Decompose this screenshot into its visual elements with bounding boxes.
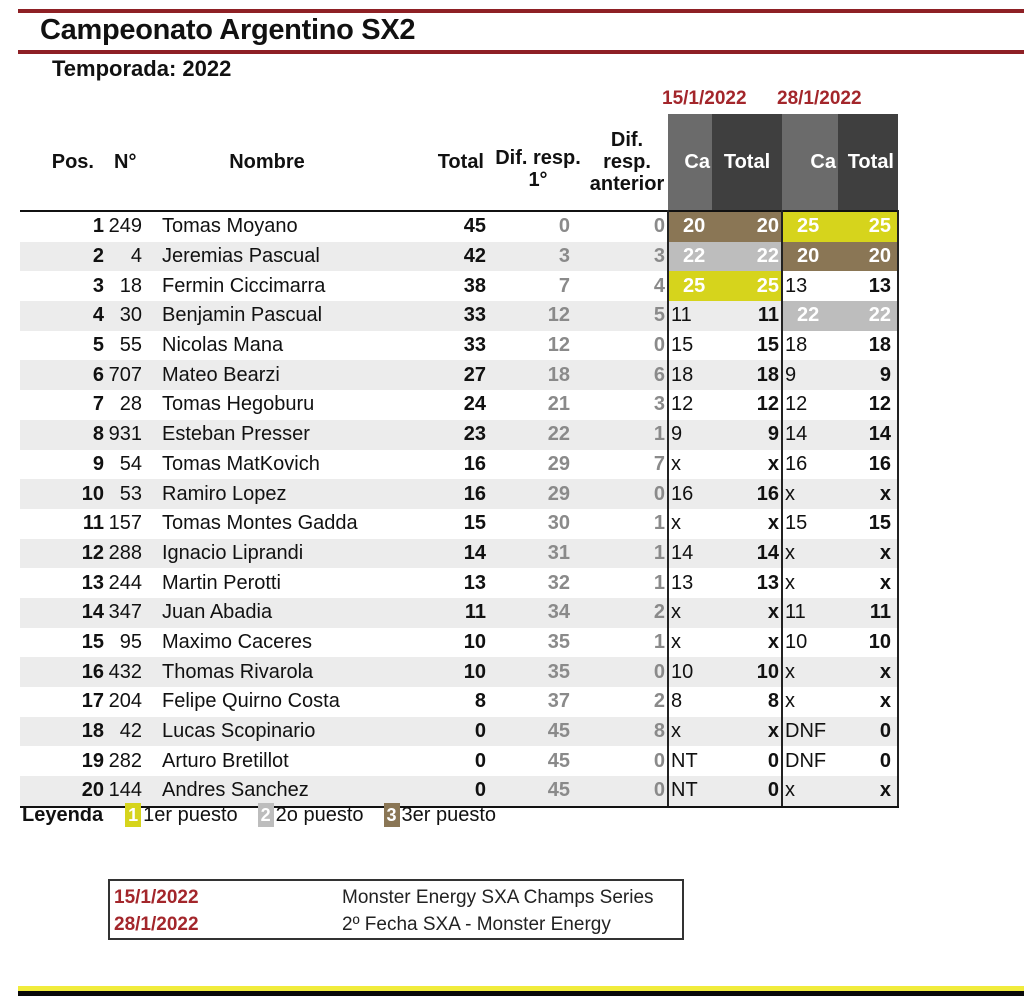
race1-ca-points: x xyxy=(668,509,712,539)
diff-to-first: 0 xyxy=(490,211,586,242)
rider-total-points: 0 xyxy=(392,717,490,747)
race2-total-points: 15 xyxy=(838,509,898,539)
race2-total-points: 20 xyxy=(838,242,898,272)
rider-number: 54 xyxy=(104,450,142,480)
table-row xyxy=(20,479,898,509)
race1-total-points: x xyxy=(712,509,782,539)
diff-to-first: 34 xyxy=(490,598,586,628)
table-row xyxy=(20,657,898,687)
rider-position: 13 xyxy=(20,568,104,598)
table-row xyxy=(20,568,898,598)
legend-label-second: 2o puesto xyxy=(275,803,364,826)
rider-name: Tomas Hegoburu xyxy=(142,390,392,420)
rider-name: Thomas Rivarola xyxy=(142,657,392,687)
diff-to-previous: 0 xyxy=(586,331,668,361)
diff-to-previous: 2 xyxy=(586,598,668,628)
diff-to-first: 45 xyxy=(490,776,586,807)
col-header-race2-total: Total xyxy=(838,114,898,211)
rider-total-points: 11 xyxy=(392,598,490,628)
race2-ca-points: 12 xyxy=(782,390,838,420)
race1-ca-points: 15 xyxy=(668,331,712,361)
first-place-badge: 1 xyxy=(125,803,141,827)
race1-ca-points: 10 xyxy=(668,657,712,687)
rider-position: 20 xyxy=(20,776,104,807)
diff-to-first: 7 xyxy=(490,271,586,301)
col-header-total: Total xyxy=(437,151,484,173)
race2-ca-points: DNF xyxy=(782,717,838,747)
race1-total-points: 0 xyxy=(712,776,782,807)
table-row xyxy=(20,509,898,539)
race2-ca-points: 9 xyxy=(782,360,838,390)
rider-name: Juan Abadia xyxy=(142,598,392,628)
rider-name: Tomas Montes Gadda xyxy=(142,509,392,539)
diff-to-previous: 4 xyxy=(586,271,668,301)
race2-ca-points: 14 xyxy=(782,420,838,450)
race2-total-points: 9 xyxy=(838,360,898,390)
rider-total-points: 33 xyxy=(392,331,490,361)
diff-to-first: 3 xyxy=(490,242,586,272)
race2-total-points: x xyxy=(838,657,898,687)
race2-ca-points: x xyxy=(782,568,838,598)
race1-total-points: 20 xyxy=(712,211,782,242)
rider-total-points: 16 xyxy=(392,450,490,480)
diff-to-previous: 1 xyxy=(586,628,668,658)
race2-total-points: x xyxy=(838,687,898,717)
rider-total-points: 33 xyxy=(392,301,490,331)
diff-to-previous: 1 xyxy=(586,539,668,569)
rider-name: Lucas Scopinario xyxy=(142,717,392,747)
rider-total-points: 10 xyxy=(392,657,490,687)
rider-name: Fermin Ciccimarra xyxy=(142,271,392,301)
rider-name: Arturo Bretillot xyxy=(142,746,392,776)
race1-ca-points: 12 xyxy=(668,390,712,420)
col-header-pos: Pos. xyxy=(51,151,94,173)
rider-position: 19 xyxy=(20,746,104,776)
race1-total-points: 0 xyxy=(712,746,782,776)
race2-ca-points: x xyxy=(782,687,838,717)
legend xyxy=(22,803,516,827)
race2-ca-points: 10 xyxy=(782,628,838,658)
col-header-race2-ca: Ca xyxy=(782,114,838,211)
diff-to-first: 30 xyxy=(490,509,586,539)
race1-ca-points: 9 xyxy=(668,420,712,450)
rider-position: 2 xyxy=(20,242,104,272)
diff-to-previous: 1 xyxy=(586,509,668,539)
diff-to-previous: 1 xyxy=(586,568,668,598)
diff-to-first: 18 xyxy=(490,360,586,390)
race1-ca-points: x xyxy=(668,717,712,747)
rider-number: 244 xyxy=(104,568,142,598)
event-date: 28/1/2022 xyxy=(114,913,199,935)
race1-total-points: 8 xyxy=(712,687,782,717)
rider-number: 249 xyxy=(104,211,142,242)
rider-position: 12 xyxy=(20,539,104,569)
race1-total-points: 13 xyxy=(712,568,782,598)
rider-number: 18 xyxy=(104,271,142,301)
event-date: 15/1/2022 xyxy=(114,886,199,908)
race2-ca-points: 20 xyxy=(782,242,838,272)
rider-total-points: 42 xyxy=(392,242,490,272)
diff-to-first: 21 xyxy=(490,390,586,420)
race-date-2: 28/1/2022 xyxy=(777,88,862,109)
race1-ca-points: 11 xyxy=(668,301,712,331)
table-row xyxy=(20,242,898,272)
rider-total-points: 10 xyxy=(392,628,490,658)
race2-ca-points: x xyxy=(782,479,838,509)
race2-ca-points: x xyxy=(782,539,838,569)
rider-total-points: 16 xyxy=(392,479,490,509)
rider-position: 15 xyxy=(20,628,104,658)
race2-ca-points: 16 xyxy=(782,450,838,480)
rider-number: 282 xyxy=(104,746,142,776)
rider-name: Ignacio Liprandi xyxy=(142,539,392,569)
rider-total-points: 24 xyxy=(392,390,490,420)
race2-total-points: x xyxy=(838,568,898,598)
rider-position: 4 xyxy=(20,301,104,331)
table-row xyxy=(20,717,898,747)
diff-to-previous: 7 xyxy=(586,450,668,480)
diff-to-first: 29 xyxy=(490,479,586,509)
event-row xyxy=(110,884,682,911)
race1-ca-points: 22 xyxy=(668,242,712,272)
race1-total-points: x xyxy=(712,450,782,480)
table-row xyxy=(20,598,898,628)
legend-label-third: 3er puesto xyxy=(401,803,497,826)
race1-ca-points: 8 xyxy=(668,687,712,717)
diff-to-first: 31 xyxy=(490,539,586,569)
race1-total-points: 25 xyxy=(712,271,782,301)
race-date-1: 15/1/2022 xyxy=(662,88,747,109)
race2-total-points: 18 xyxy=(838,331,898,361)
race1-ca-points: 20 xyxy=(668,211,712,242)
rider-name: Martin Perotti xyxy=(142,568,392,598)
table-row xyxy=(20,746,898,776)
race2-total-points: 11 xyxy=(838,598,898,628)
col-header-number: N° xyxy=(114,151,137,173)
race2-ca-points: 22 xyxy=(782,301,838,331)
col-header-name: Nombre xyxy=(229,151,305,173)
diff-to-previous: 3 xyxy=(586,390,668,420)
race2-ca-points: 15 xyxy=(782,509,838,539)
race1-ca-points: 14 xyxy=(668,539,712,569)
rider-number: 55 xyxy=(104,331,142,361)
race1-ca-points: x xyxy=(668,598,712,628)
race2-total-points: 12 xyxy=(838,390,898,420)
rider-total-points: 13 xyxy=(392,568,490,598)
diff-to-previous: 8 xyxy=(586,717,668,747)
race2-total-points: x xyxy=(838,539,898,569)
race1-total-points: 14 xyxy=(712,539,782,569)
rider-position: 8 xyxy=(20,420,104,450)
legend-label-first: 1er puesto xyxy=(143,803,238,826)
race1-ca-points: 13 xyxy=(668,568,712,598)
diff-to-first: 35 xyxy=(490,657,586,687)
rider-number: 42 xyxy=(104,717,142,747)
race1-total-points: 22 xyxy=(712,242,782,272)
rider-position: 3 xyxy=(20,271,104,301)
race1-ca-points: 16 xyxy=(668,479,712,509)
rider-name: Mateo Bearzi xyxy=(142,360,392,390)
diff-to-first: 35 xyxy=(490,628,586,658)
rider-name: Tomas Moyano xyxy=(142,211,392,242)
rider-number: 432 xyxy=(104,657,142,687)
race1-total-points: 16 xyxy=(712,479,782,509)
race1-ca-points: NT xyxy=(668,746,712,776)
rider-position: 6 xyxy=(20,360,104,390)
col-header-dif-prev: Dif. resp. anterior xyxy=(589,129,665,195)
race1-total-points: 10 xyxy=(712,657,782,687)
race1-total-points: 9 xyxy=(712,420,782,450)
diff-to-first: 12 xyxy=(490,301,586,331)
rider-name: Benjamin Pascual xyxy=(142,301,392,331)
table-header-row xyxy=(20,114,898,211)
rider-position: 5 xyxy=(20,331,104,361)
page-title: Campeonato Argentino SX2 xyxy=(40,14,416,46)
table-row xyxy=(20,301,898,331)
table-row xyxy=(20,687,898,717)
legend-title: Leyenda xyxy=(22,803,104,826)
header-rule-top xyxy=(18,9,1024,13)
diff-to-first: 22 xyxy=(490,420,586,450)
legend-item-first xyxy=(125,803,238,827)
rider-number: 931 xyxy=(104,420,142,450)
legend-item-second xyxy=(258,803,364,827)
table-row xyxy=(20,390,898,420)
rider-name: Andres Sanchez xyxy=(142,776,392,807)
rider-position: 18 xyxy=(20,717,104,747)
race2-total-points: 0 xyxy=(838,717,898,747)
race1-total-points: 18 xyxy=(712,360,782,390)
race1-ca-points: x xyxy=(668,450,712,480)
race2-ca-points: 18 xyxy=(782,331,838,361)
rider-number: 30 xyxy=(104,301,142,331)
diff-to-previous: 2 xyxy=(586,687,668,717)
race1-ca-points: NT xyxy=(668,776,712,807)
diff-to-previous: 0 xyxy=(586,479,668,509)
table-row xyxy=(20,450,898,480)
race2-ca-points: 25 xyxy=(782,211,838,242)
rider-position: 11 xyxy=(20,509,104,539)
header-rule-bottom xyxy=(18,50,1024,54)
events-box xyxy=(108,879,684,940)
diff-to-previous: 5 xyxy=(586,301,668,331)
race2-total-points: 25 xyxy=(838,211,898,242)
race2-total-points: 13 xyxy=(838,271,898,301)
race2-total-points: 16 xyxy=(838,450,898,480)
table-row xyxy=(20,360,898,390)
rider-total-points: 38 xyxy=(392,271,490,301)
standings-table xyxy=(20,114,899,808)
race1-ca-points: 25 xyxy=(668,271,712,301)
race2-ca-points: x xyxy=(782,776,838,807)
rider-name: Nicolas Mana xyxy=(142,331,392,361)
diff-to-first: 29 xyxy=(490,450,586,480)
rider-number: 707 xyxy=(104,360,142,390)
event-name: Monster Energy SXA Champs Series xyxy=(342,886,654,908)
diff-to-previous: 6 xyxy=(586,360,668,390)
season-subtitle: Temporada: 2022 xyxy=(52,56,232,81)
rider-position: 16 xyxy=(20,657,104,687)
col-header-race1-ca: Ca xyxy=(668,114,712,211)
race2-ca-points: 13 xyxy=(782,271,838,301)
table-row xyxy=(20,420,898,450)
diff-to-first: 45 xyxy=(490,717,586,747)
race2-total-points: 22 xyxy=(838,301,898,331)
rider-total-points: 14 xyxy=(392,539,490,569)
race2-total-points: x xyxy=(838,479,898,509)
rider-position: 7 xyxy=(20,390,104,420)
diff-to-first: 45 xyxy=(490,746,586,776)
legend-item-third xyxy=(384,803,497,827)
race1-total-points: 12 xyxy=(712,390,782,420)
rider-name: Felipe Quirno Costa xyxy=(142,687,392,717)
race1-total-points: 15 xyxy=(712,331,782,361)
rider-number: 95 xyxy=(104,628,142,658)
rider-position: 1 xyxy=(20,211,104,242)
rider-name: Tomas MatKovich xyxy=(142,450,392,480)
race1-total-points: x xyxy=(712,717,782,747)
race2-total-points: x xyxy=(838,776,898,807)
event-name: 2º Fecha SXA - Monster Energy xyxy=(342,913,611,935)
diff-to-previous: 0 xyxy=(586,657,668,687)
race2-total-points: 0 xyxy=(838,746,898,776)
event-row xyxy=(110,911,682,938)
diff-to-previous: 0 xyxy=(586,776,668,807)
rider-number: 204 xyxy=(104,687,142,717)
diff-to-previous: 3 xyxy=(586,242,668,272)
diff-to-previous: 0 xyxy=(586,746,668,776)
diff-to-first: 37 xyxy=(490,687,586,717)
race2-total-points: 10 xyxy=(838,628,898,658)
rider-number: 347 xyxy=(104,598,142,628)
rider-name: Maximo Caceres xyxy=(142,628,392,658)
rider-total-points: 0 xyxy=(392,776,490,807)
rider-total-points: 23 xyxy=(392,420,490,450)
rider-total-points: 0 xyxy=(392,746,490,776)
race1-total-points: x xyxy=(712,598,782,628)
diff-to-first: 32 xyxy=(490,568,586,598)
rider-position: 9 xyxy=(20,450,104,480)
rider-name: Jeremias Pascual xyxy=(142,242,392,272)
race2-total-points: 14 xyxy=(838,420,898,450)
diff-to-previous: 1 xyxy=(586,420,668,450)
rider-total-points: 27 xyxy=(392,360,490,390)
rider-number: 53 xyxy=(104,479,142,509)
rider-number: 144 xyxy=(104,776,142,807)
table-row xyxy=(20,331,898,361)
rider-total-points: 8 xyxy=(392,687,490,717)
rider-position: 17 xyxy=(20,687,104,717)
race1-total-points: 11 xyxy=(712,301,782,331)
race2-ca-points: 11 xyxy=(782,598,838,628)
rider-number: 28 xyxy=(104,390,142,420)
rider-number: 157 xyxy=(104,509,142,539)
rider-name: Esteban Presser xyxy=(142,420,392,450)
rider-number: 4 xyxy=(104,242,142,272)
rider-name: Ramiro Lopez xyxy=(142,479,392,509)
rider-position: 10 xyxy=(20,479,104,509)
table-row xyxy=(20,271,898,301)
race1-total-points: x xyxy=(712,628,782,658)
race2-ca-points: x xyxy=(782,657,838,687)
rider-total-points: 15 xyxy=(392,509,490,539)
race2-ca-points: DNF xyxy=(782,746,838,776)
rider-position: 14 xyxy=(20,598,104,628)
table-row xyxy=(20,628,898,658)
rider-total-points: 45 xyxy=(392,211,490,242)
third-place-badge: 3 xyxy=(384,803,400,827)
col-header-race1-total: Total xyxy=(712,114,782,211)
diff-to-first: 12 xyxy=(490,331,586,361)
footer-rule-black xyxy=(18,991,1024,996)
table-row xyxy=(20,211,898,242)
diff-to-previous: 0 xyxy=(586,211,668,242)
rider-number: 288 xyxy=(104,539,142,569)
table-row xyxy=(20,539,898,569)
col-header-dif-first: Dif. resp. 1° xyxy=(495,147,581,191)
second-place-badge: 2 xyxy=(258,803,274,827)
race1-ca-points: x xyxy=(668,628,712,658)
race1-ca-points: 18 xyxy=(668,360,712,390)
